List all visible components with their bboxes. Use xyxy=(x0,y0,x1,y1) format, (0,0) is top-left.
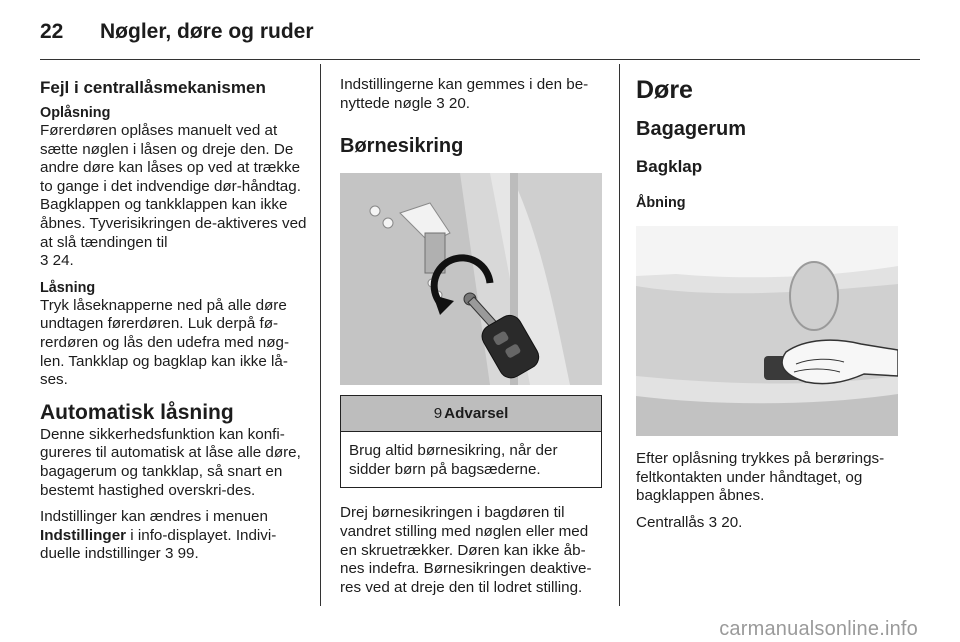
subheading-locking: Låsning xyxy=(40,279,96,296)
child-lock-text: Drej børnesikringen i bagdøren til vandret stilling med nøglen eller med en skruetrækker. Døren kan ikke åb-nes indefra. Børnesikringen deaktive-res ved at dreje den til lodret stilling. xyxy=(340,504,592,596)
section-heading-trunk: Bagagerum xyxy=(636,118,747,140)
column-divider-2 xyxy=(619,64,620,606)
column-3 xyxy=(636,64,902,532)
section-heading-auto-lock: Automatisk låsning xyxy=(40,400,234,424)
tailgate-opening-illustration xyxy=(636,226,898,436)
column-divider-1 xyxy=(320,64,321,606)
subheading-opening: Åbning xyxy=(636,195,686,211)
page-number: 22 xyxy=(40,20,64,43)
child-lock-illustration xyxy=(340,173,602,385)
warning-box xyxy=(340,395,602,488)
section-heading-tailgate: Bagklap xyxy=(636,157,703,176)
locking-text: Tryk låseknapperne ned på alle døre undtagen førerdøren. Luk derpå fø-rerdøren og lås den udefra med nøg-len. Tankklap og bagklap kan ikke lå-ses. xyxy=(40,296,290,389)
settings-text-pre: Indstillinger kan ændres i menuen xyxy=(40,508,268,526)
warning-text: Brug altid børnesikring, når der sidder børn på bagsæderne. xyxy=(349,442,558,478)
key-memory-text: Indstillingerne kan gemmes i den be-nyttede nøgle 3 20. xyxy=(340,76,589,112)
auto-lock-text: Denne sikkerhedsfunktion kan konfi-gureres til automatisk at låse alle døre, bagagerum og tankklap, så snart en bestemt hastighed overskri-des. xyxy=(40,425,301,499)
chapter-title: Nøgler, døre og ruder xyxy=(100,20,314,43)
warning-title: Advarsel xyxy=(444,405,509,423)
warning-header xyxy=(341,396,601,432)
settings-text xyxy=(40,508,308,564)
section-heading-child-lock: Børnesikring xyxy=(340,135,464,158)
section-heading-doors: Døre xyxy=(636,76,693,104)
subheading-unlocking: Oplåsning xyxy=(40,105,111,121)
warning-icon: 9 xyxy=(433,405,443,423)
header-divider xyxy=(40,59,920,60)
column-1 xyxy=(40,64,308,564)
section-heading-central-lock-fault: Fejl i centrallåsmekanismen xyxy=(40,78,266,97)
watermark: carmanualsonline.info xyxy=(719,618,918,640)
settings-text-post: i info-displayet. Indivi-duelle indstillinger 3 99. xyxy=(40,526,277,563)
central-lock-ref: Centrallås 3 20. xyxy=(636,513,743,531)
opening-text: Efter oplåsning trykkes på berørings-feltkontakten under håndtaget, og bagklappen åbnes. xyxy=(636,450,885,505)
column-2 xyxy=(340,64,602,597)
unlocking-text: Førerdøren oplåses manuelt ved at sætte nøglen i låsen og dreje den. De andre døre kan låses op ved at trække to gange i det indvendige dør-håndtag. Bagklappen og tankklappen kan ikke åbnes. Tyverisikringen de-aktiveres ved at slå tændingen til xyxy=(40,122,307,251)
unlocking-page-ref: 3 24. xyxy=(40,252,74,270)
settings-menu-name: Indstillinger xyxy=(40,526,127,544)
page-header xyxy=(40,14,314,50)
